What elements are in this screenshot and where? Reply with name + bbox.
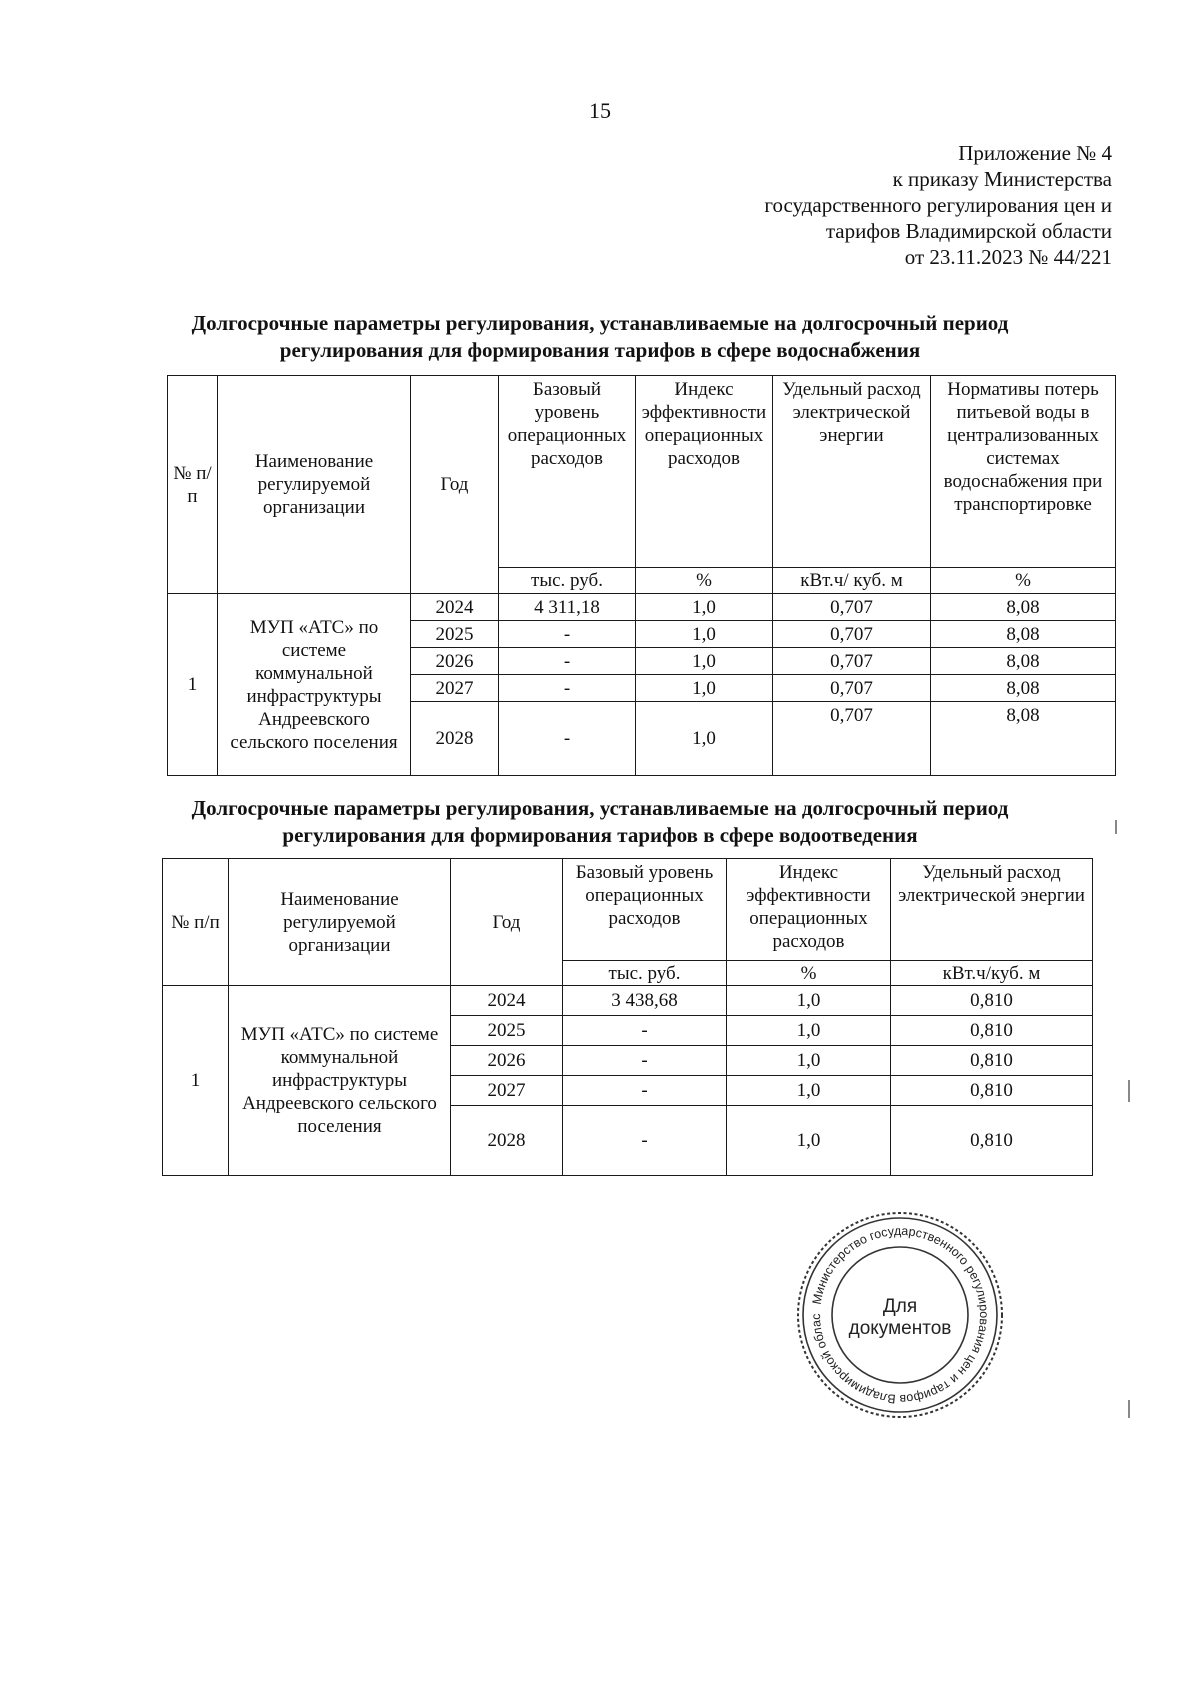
unit-base-level: тыс. руб. — [563, 961, 727, 986]
cell-year: 2026 — [451, 1046, 563, 1076]
cell-year: 2025 — [451, 1016, 563, 1046]
header-energy: Удельный расход электрической энергии — [773, 376, 931, 568]
header-org: Наименование регулируемой организации — [229, 859, 451, 986]
cell-index: 1,0 — [636, 621, 773, 648]
cell-base: - — [499, 675, 636, 702]
cell-energy: 0,707 — [773, 702, 931, 776]
cell-energy: 0,707 — [773, 621, 931, 648]
water-disposal-heading — [0, 795, 1200, 849]
cell-year: 2027 — [451, 1076, 563, 1106]
cell-base: - — [563, 1046, 727, 1076]
cell-index: 1,0 — [636, 702, 773, 776]
unit-losses: % — [931, 568, 1116, 594]
header-index: Индекс эффективности операционных расходов — [727, 859, 891, 961]
header-year: Год — [451, 859, 563, 986]
official-stamp — [795, 1210, 1005, 1420]
cell-energy: 0,810 — [891, 1076, 1093, 1106]
heading-line: Долгосрочные параметры регулирования, устанавливаемые на долгосрочный период — [191, 796, 1009, 820]
header-num: № п/п — [168, 376, 218, 594]
cell-base: 4 311,18 — [499, 594, 636, 621]
appendix-line: от 23.11.2023 № 44/221 — [904, 245, 1112, 269]
cell-year: 2025 — [411, 621, 499, 648]
cell-index: 1,0 — [727, 1106, 891, 1176]
stamp-ring-text: Министерство государственного регулирования цен и тарифов Владимирской облас — [808, 1223, 992, 1407]
scan-speck — [1128, 1400, 1130, 1418]
cell-base: - — [499, 621, 636, 648]
header-year: Год — [411, 376, 499, 594]
header-energy: Удельный расход электрической энергии — [891, 859, 1093, 961]
cell-index: 1,0 — [727, 1076, 891, 1106]
unit-energy: кВт.ч/ куб. м — [773, 568, 931, 594]
cell-losses: 8,08 — [931, 648, 1116, 675]
cell-energy: 0,707 — [773, 648, 931, 675]
cell-index: 1,0 — [636, 648, 773, 675]
cell-index: 1,0 — [727, 1016, 891, 1046]
appendix-note — [764, 140, 1112, 270]
unit-index: % — [636, 568, 773, 594]
cell-index: 1,0 — [636, 675, 773, 702]
heading-line: Долгосрочные параметры регулирования, устанавливаемые на долгосрочный период — [191, 311, 1009, 335]
cell-losses: 8,08 — [931, 594, 1116, 621]
unit-energy: кВт.ч/куб. м — [891, 961, 1093, 986]
cell-energy: 0,707 — [773, 594, 931, 621]
scan-speck — [1128, 1080, 1130, 1102]
appendix-line: государственного регулирования цен и — [764, 193, 1112, 217]
header-base-level: Базовый уровень операционных расходов — [499, 376, 636, 568]
cell-base: - — [499, 702, 636, 776]
cell-year: 2024 — [451, 986, 563, 1016]
cell-losses: 8,08 — [931, 621, 1116, 648]
cell-losses: 8,08 — [931, 675, 1116, 702]
stamp-center-text — [795, 1296, 1005, 1340]
header-org: Наименование регулируемой организации — [218, 376, 411, 594]
unit-base-level: тыс. руб. — [499, 568, 636, 594]
organization-name: МУП «АТС» по системе коммунальной инфраструктуры Андреевского сельского поселения — [218, 594, 411, 776]
cell-year: 2027 — [411, 675, 499, 702]
appendix-line: тарифов Владимирской области — [825, 219, 1112, 243]
appendix-line: Приложение № 4 — [958, 141, 1112, 165]
heading-line: регулирования для формирования тарифов в сфере водоснабжения — [279, 338, 921, 362]
cell-losses: 8,08 — [931, 702, 1116, 776]
cell-base: - — [563, 1076, 727, 1106]
row-number: 1 — [168, 594, 218, 776]
cell-index: 1,0 — [636, 594, 773, 621]
cell-year: 2028 — [451, 1106, 563, 1176]
page-number: 15 — [589, 98, 611, 123]
cell-year: 2024 — [411, 594, 499, 621]
cell-year: 2026 — [411, 648, 499, 675]
cell-energy: 0,810 — [891, 1106, 1093, 1176]
cell-index: 1,0 — [727, 986, 891, 1016]
stamp-line: документов — [848, 1318, 952, 1339]
cell-base: - — [499, 648, 636, 675]
cell-base: - — [563, 1016, 727, 1046]
cell-energy: 0,810 — [891, 1016, 1093, 1046]
header-base-level: Базовый уровень операционных расходов — [563, 859, 727, 961]
cell-year: 2028 — [411, 702, 499, 776]
heading-line: регулирования для формирования тарифов в сфере водоотведения — [282, 823, 918, 847]
stamp-line: Для — [882, 1296, 918, 1317]
water-supply-heading — [0, 310, 1200, 364]
header-losses: Нормативы потерь питьевой воды в централизованных системах водоснабжения при транспортировке — [931, 376, 1116, 568]
cell-base: - — [563, 1106, 727, 1176]
appendix-line: к приказу Министерства — [892, 167, 1112, 191]
row-number: 1 — [163, 986, 229, 1176]
water-disposal-table — [162, 858, 1093, 1176]
unit-index: % — [727, 961, 891, 986]
cell-energy: 0,707 — [773, 675, 931, 702]
organization-name: МУП «АТС» по системе коммунальной инфраструктуры Андреевского сельского поселения — [229, 986, 451, 1176]
scan-speck — [1115, 820, 1117, 834]
water-supply-table — [167, 375, 1116, 776]
cell-energy: 0,810 — [891, 1046, 1093, 1076]
header-index: Индекс эффективности операционных расходов — [636, 376, 773, 568]
cell-index: 1,0 — [727, 1046, 891, 1076]
header-num: № п/п — [163, 859, 229, 986]
cell-energy: 0,810 — [891, 986, 1093, 1016]
cell-base: 3 438,68 — [563, 986, 727, 1016]
